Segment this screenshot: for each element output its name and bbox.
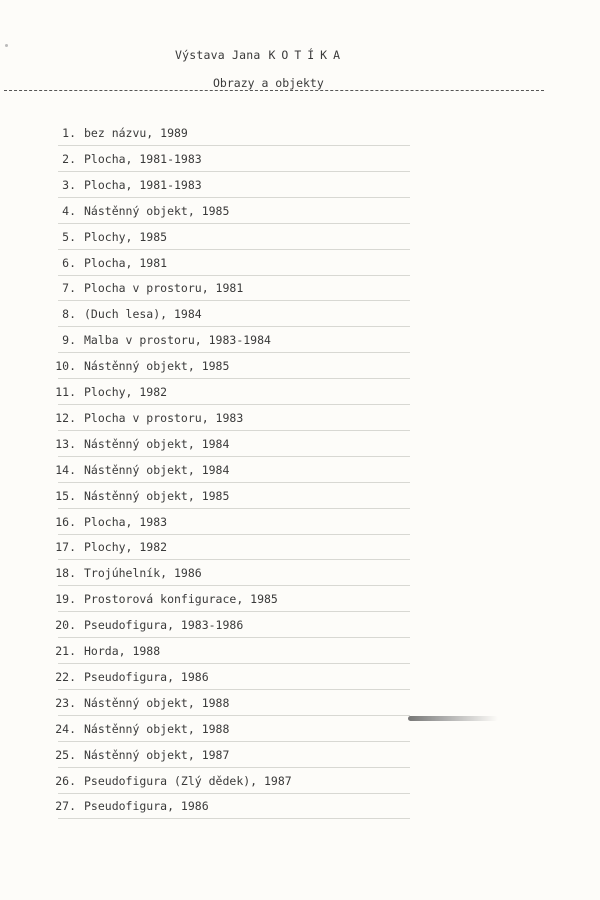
item-number: 19. (55, 592, 76, 607)
item-text: Nástěnný objekt, 1987 (84, 747, 230, 762)
item-text: Plocha, 1981 (84, 255, 168, 270)
list-item (48, 198, 410, 224)
item-number: 14. (55, 462, 76, 477)
list-item (48, 301, 410, 327)
list-item (48, 250, 410, 276)
list-item (48, 146, 410, 172)
page-title (175, 48, 346, 62)
list-item (48, 586, 410, 612)
item-number: 5. (62, 229, 76, 244)
item-text: Pseudofigura, 1986 (84, 799, 209, 814)
list-item (48, 768, 410, 794)
item-number: 23. (55, 695, 76, 710)
item-text: Plocha, 1981-1983 (84, 151, 202, 166)
item-text: Malba v prostoru, 1983-1984 (84, 333, 271, 348)
item-text: Plochy, 1985 (84, 229, 168, 244)
item-text: Nástěnný objekt, 1984 (84, 436, 230, 451)
item-text: Nástěnný objekt, 1984 (84, 462, 230, 477)
list-item (48, 379, 410, 405)
item-text: Plocha, 1981-1983 (84, 177, 202, 192)
list-item (48, 638, 410, 664)
paper-speck (5, 44, 8, 47)
list-item (48, 120, 410, 146)
list-item (48, 457, 410, 483)
item-text: Nástěnný objekt, 1985 (84, 488, 230, 503)
list-item (48, 534, 410, 560)
item-number: 11. (55, 385, 76, 399)
list-item (48, 431, 410, 457)
list-item (48, 483, 410, 509)
item-number: 21. (55, 644, 76, 658)
item-text: Prostorová konfigurace, 1985 (84, 592, 278, 607)
item-number: 22. (55, 669, 76, 684)
item-text: Trojúhelník, 1986 (84, 566, 202, 581)
list-item (48, 742, 410, 768)
item-number: 16. (55, 514, 76, 529)
item-text: Horda, 1988 (84, 644, 161, 658)
title-name: KOTÍKA (268, 48, 347, 62)
item-text: Pseudofigura (Zlý dědek), 1987 (84, 773, 292, 788)
item-number: 4. (62, 203, 76, 218)
dashed-divider (4, 90, 544, 91)
item-number: 7. (62, 281, 76, 296)
item-text: (Duch lesa), 1984 (84, 307, 202, 322)
item-number: 8. (62, 307, 76, 322)
item-number: 12. (55, 410, 76, 425)
item-number: 10. (55, 359, 76, 374)
list-item (48, 353, 410, 379)
item-text: Nástěnný objekt, 1988 (84, 695, 230, 710)
item-text: Nástěnný objekt, 1985 (84, 203, 230, 218)
list-item (48, 172, 410, 198)
row-rule (58, 818, 410, 819)
item-number: 27. (55, 799, 76, 814)
title-prefix: Výstava Jana (175, 48, 261, 62)
item-number: 24. (55, 721, 76, 736)
item-number: 20. (55, 618, 76, 633)
list-item (48, 560, 410, 586)
item-text: Pseudofigura, 1986 (84, 669, 209, 684)
list-item (48, 690, 410, 716)
item-text: Nástěnný objekt, 1985 (84, 359, 230, 374)
item-text: Plochy, 1982 (84, 540, 168, 555)
item-number: 15. (55, 488, 76, 503)
item-text: Plochy, 1982 (84, 385, 168, 399)
item-text: bez názvu, 1989 (84, 126, 188, 140)
page-subtitle: Obrazy a objekty (213, 76, 324, 90)
item-number: 9. (62, 333, 76, 348)
list-item (48, 664, 410, 690)
item-text: Plocha v prostoru, 1981 (84, 281, 244, 296)
list-item (48, 793, 410, 819)
list-item (48, 327, 410, 353)
list-item (48, 224, 410, 250)
item-number: 18. (55, 566, 76, 581)
list-item (48, 405, 410, 431)
list-item (48, 612, 410, 638)
list-item (48, 275, 410, 301)
item-number: 26. (55, 773, 76, 788)
list-item (48, 716, 410, 742)
item-number: 6. (62, 255, 76, 270)
item-text: Nástěnný objekt, 1988 (84, 721, 230, 736)
item-number: 2. (62, 151, 76, 166)
ink-smudge (408, 716, 498, 721)
item-number: 17. (55, 540, 76, 555)
item-text: Pseudofigura, 1983-1986 (84, 618, 244, 633)
item-number: 13. (55, 436, 76, 451)
item-number: 1. (62, 126, 76, 140)
item-number: 3. (62, 177, 76, 192)
item-text: Plocha, 1983 (84, 514, 168, 529)
list-item (48, 509, 410, 535)
item-number: 25. (55, 747, 76, 762)
item-text: Plocha v prostoru, 1983 (84, 410, 244, 425)
